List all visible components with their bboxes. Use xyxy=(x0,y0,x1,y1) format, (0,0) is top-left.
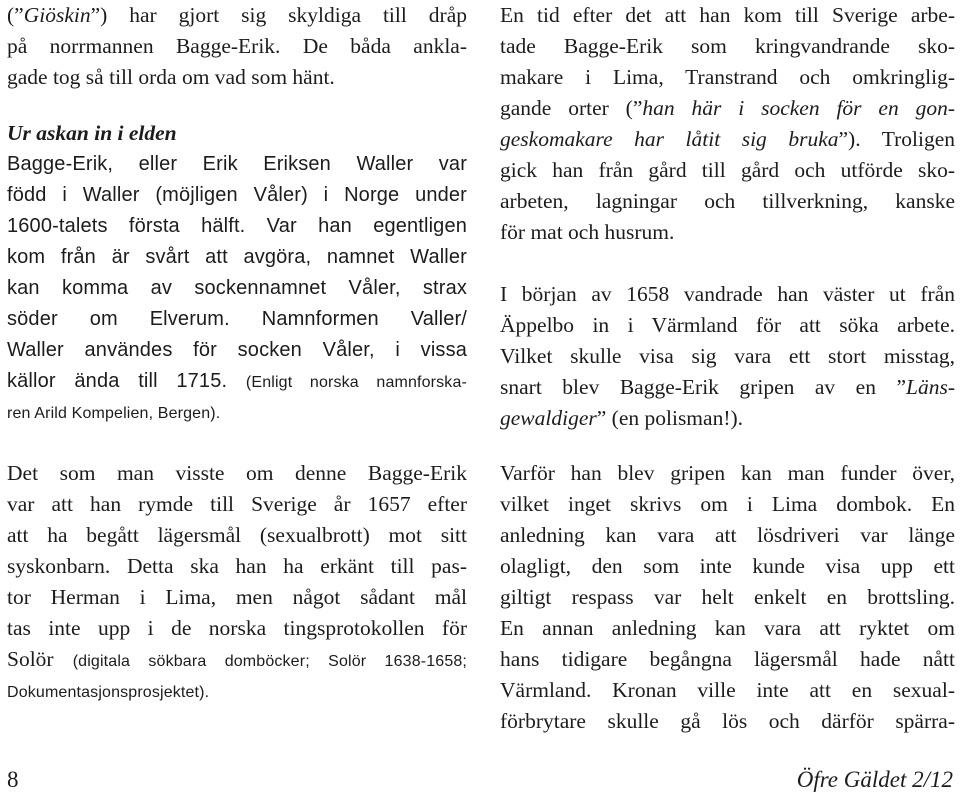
text-line xyxy=(7,397,467,428)
text-line: kom från är svårt att avgöra, namnet Waller xyxy=(7,246,467,268)
text-line: giltigt respass var helt enkelt en brottsling. xyxy=(500,585,955,609)
text-line: En tid efter det att han kom till Sverige arbe- xyxy=(500,3,955,27)
magazine-title: Öfre Gäldet 2/12 xyxy=(796,767,953,792)
text-line: hans tidigare begångna lägersmål hade nått xyxy=(500,647,955,671)
text-line: Solör (digitala sökbara domböcker; Solör 1638-1658; xyxy=(7,647,467,671)
paragraph-varmland xyxy=(500,279,955,434)
paragraph-shoemaker xyxy=(500,0,955,248)
text-line: Värmland. Kronan ville inte att en sexual- xyxy=(500,678,955,702)
text-line: arbeten, lagningar och tillverkning, kanske xyxy=(500,189,955,213)
text-line: vilket inget skrivs om i Lima dombok. En xyxy=(500,492,955,516)
citation-note: ren Arild Kompelien, Bergen). xyxy=(7,405,221,422)
intro-paragraph xyxy=(7,0,467,93)
text-line: källor ända till 1715. (Enligt norska namnforska- xyxy=(7,370,467,392)
text-line: för mat och husrum. xyxy=(500,220,675,244)
text-line: gewaldiger” (en polisman!). xyxy=(500,406,744,430)
text-line: olagligt, den som inte kunde visa upp ett xyxy=(500,554,955,578)
text-line: Vilket skulle visa sig vara ett stort misstag, xyxy=(500,344,955,368)
citation-note: (Enligt norska namnforska- xyxy=(245,374,467,391)
text-line: Waller användes för socken Våler, i vissa xyxy=(7,339,467,361)
citation-note: Dokumentasjonsprosjektet). xyxy=(7,684,210,701)
text-line: tas inte upp i de norska tingsprotokollen för xyxy=(7,616,467,640)
text-line: gande orter (”han här i socken för en gon- xyxy=(500,96,955,120)
section-heading xyxy=(7,118,467,149)
text-line: gade tog så till orda om vad som hänt. xyxy=(7,65,335,89)
text-line: var att han rymde till Sverige år 1657 efter xyxy=(7,492,467,516)
text-line xyxy=(7,675,467,706)
text-line: Det som man visste om denne Bagge-Erik xyxy=(7,461,467,485)
text-line: söder om Elverum. Namnformen Valler/ xyxy=(7,308,467,330)
text-line: Bagge-Erik, eller Erik Eriksen Waller var xyxy=(7,153,467,175)
text-line: geskomakare har låtit sig bruka”). Troligen xyxy=(500,127,955,151)
text-line: Varför han blev gripen kan man funder över, xyxy=(500,461,955,485)
text-line: (”Giöskin”) har gjort sig skyldiga till dråp xyxy=(7,3,467,27)
text-line: kan komma av sockennamnet Våler, strax xyxy=(7,277,467,299)
text-line: tor Herman i Lima, men något sådant mål xyxy=(7,585,467,609)
text-line: 1600-talets första hälft. Var han egentligen xyxy=(7,215,467,237)
text-line: förbrytare skulle gå lös och därför spärra- xyxy=(500,709,955,733)
text-line: makare i Lima, Transtrand och omkringlig- xyxy=(500,65,955,89)
text-line: gick han från gård till gård och utförde sko- xyxy=(500,158,955,182)
text-line: tade Bagge-Erik som kringvandrande sko- xyxy=(500,34,955,58)
paragraph-origin xyxy=(7,149,467,428)
paragraph-arrest xyxy=(500,458,955,737)
section-heading-text: Ur askan in i elden xyxy=(7,121,177,145)
text-line: att ha begått lägersmål (sexualbrott) mot sitt xyxy=(7,523,467,547)
text-line: på norrmannen Bagge-Erik. De båda ankla- xyxy=(7,34,467,58)
text-line: född i Waller (möjligen Våler) i Norge under xyxy=(7,184,467,206)
paragraph-escape xyxy=(7,458,467,706)
text-line: syskonbarn. Detta ska han ha erkänt till pas- xyxy=(7,554,467,578)
page-number: 8 xyxy=(7,767,19,792)
text-line: Äppelbo in i Värmland för att söka arbete. xyxy=(500,313,955,337)
text-line: En annan anledning kan vara att ryktet om xyxy=(500,616,955,640)
text-line: I början av 1658 vandrade han väster ut från xyxy=(500,282,955,306)
text-line: snart blev Bagge-Erik gripen av en ”Läns- xyxy=(500,375,955,399)
text-line: anledning kan vara att lösdriveri var länge xyxy=(500,523,955,547)
citation-note: (digitala sökbara domböcker; Solör 1638-1658; xyxy=(72,653,467,670)
